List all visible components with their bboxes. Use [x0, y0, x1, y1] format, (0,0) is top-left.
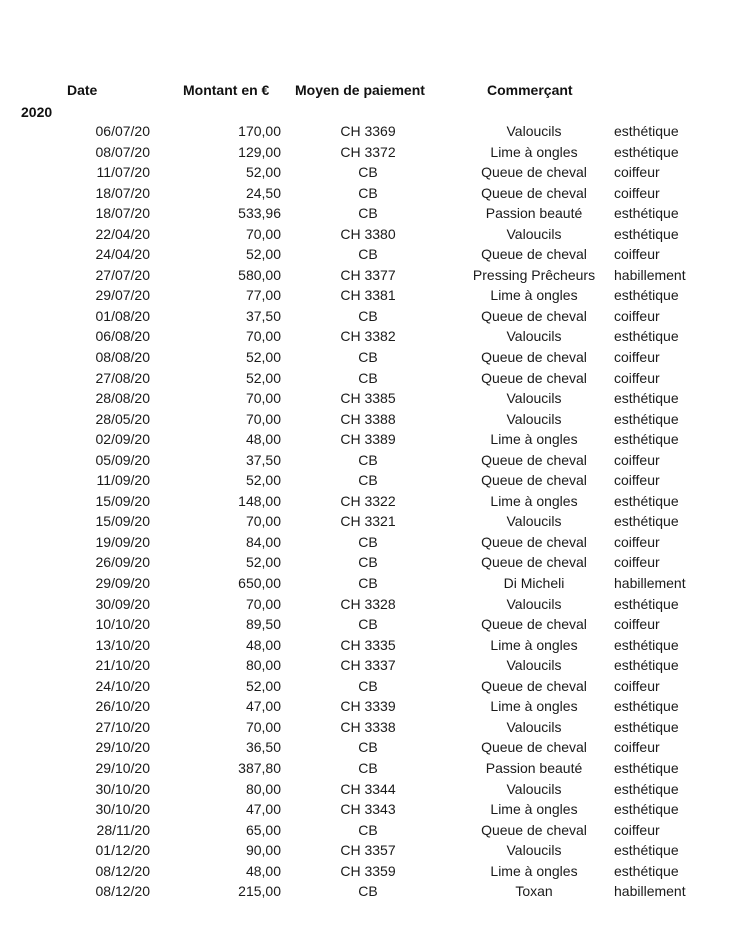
- table-row: [0, 594, 730, 615]
- row-merchant: Valoucils: [506, 657, 562, 674]
- row-payment-method: CH 3389: [340, 431, 396, 448]
- row-payment-method: CH 3382: [340, 328, 396, 345]
- table-row: [0, 737, 730, 758]
- table-row: [0, 450, 730, 471]
- row-date: 29/09/20: [95, 575, 150, 592]
- row-category: coiffeur: [614, 369, 660, 386]
- table-row: [0, 840, 730, 861]
- row-merchant: Lime à ongles: [490, 698, 578, 715]
- row-date: 29/07/20: [95, 287, 150, 304]
- row-merchant: Queue de cheval: [481, 349, 587, 366]
- row-payment-method: CB: [358, 739, 378, 756]
- row-payment-method: CH 3337: [340, 657, 396, 674]
- row-amount: 48,00: [245, 431, 281, 448]
- table-row: [0, 142, 730, 163]
- row-payment-method: CH 3321: [340, 513, 396, 530]
- row-category: esthétique: [614, 657, 679, 674]
- row-payment-method: CH 3338: [340, 718, 396, 735]
- row-date: 01/12/20: [95, 842, 150, 859]
- row-merchant: Valoucils: [506, 513, 562, 530]
- row-merchant: Passion beauté: [485, 759, 583, 776]
- row-category: esthétique: [614, 225, 679, 242]
- row-merchant: Lime à ongles: [490, 143, 578, 160]
- row-payment-method: CH 3339: [340, 698, 396, 715]
- row-payment-method: CB: [358, 677, 378, 694]
- row-date: 27/10/20: [95, 718, 150, 735]
- row-merchant: Toxan: [515, 883, 553, 900]
- row-date: 21/10/20: [95, 657, 150, 674]
- row-payment-method: CB: [358, 307, 378, 324]
- row-payment-method: CH 3344: [340, 780, 396, 797]
- table-row: [0, 861, 730, 882]
- row-payment-method: CB: [358, 616, 378, 633]
- row-category: esthétique: [614, 801, 679, 818]
- row-category: esthétique: [614, 759, 679, 776]
- row-amount: 89,50: [245, 616, 281, 633]
- row-amount: 580,00: [238, 266, 281, 283]
- row-merchant: Valoucils: [506, 410, 562, 427]
- table-row: [0, 121, 730, 142]
- row-category: esthétique: [614, 595, 679, 612]
- row-date: 27/08/20: [95, 369, 150, 386]
- row-date: 18/07/20: [95, 205, 150, 222]
- row-amount: 80,00: [245, 657, 281, 674]
- row-merchant: Passion beauté: [485, 205, 583, 222]
- row-category: coiffeur: [614, 821, 660, 838]
- row-payment-method: CH 3357: [340, 842, 396, 859]
- row-amount: 52,00: [245, 349, 281, 366]
- row-category: coiffeur: [614, 451, 660, 468]
- table-row: [0, 635, 730, 656]
- row-date: 29/10/20: [95, 739, 150, 756]
- table-row: [0, 676, 730, 697]
- row-date: 15/09/20: [95, 492, 150, 509]
- row-payment-method: CH 3343: [340, 801, 396, 818]
- row-merchant: Queue de cheval: [481, 677, 587, 694]
- table-row: [0, 429, 730, 450]
- table-row: [0, 244, 730, 265]
- row-date: 27/07/20: [95, 266, 150, 283]
- table-row: [0, 655, 730, 676]
- row-payment-method: CH 3335: [340, 636, 396, 653]
- row-amount: 52,00: [245, 164, 281, 181]
- table-row: [0, 224, 730, 245]
- row-merchant: Valoucils: [506, 390, 562, 407]
- row-payment-method: CB: [358, 575, 378, 592]
- row-date: 06/08/20: [95, 328, 150, 345]
- row-category: esthétique: [614, 513, 679, 530]
- row-amount: 70,00: [245, 410, 281, 427]
- row-payment-method: CB: [358, 472, 378, 489]
- row-payment-method: CH 3380: [340, 225, 396, 242]
- row-amount: 129,00: [238, 143, 281, 160]
- row-merchant: Queue de cheval: [481, 554, 587, 571]
- row-merchant: Pressing Prêcheurs: [472, 266, 596, 283]
- table-row: [0, 347, 730, 368]
- row-payment-method: CB: [358, 246, 378, 263]
- row-payment-method: CH 3359: [340, 862, 396, 879]
- table-row: [0, 183, 730, 204]
- row-payment-method: CH 3328: [340, 595, 396, 612]
- row-date: 19/09/20: [95, 533, 150, 550]
- row-amount: 52,00: [245, 554, 281, 571]
- row-date: 13/10/20: [95, 636, 150, 653]
- row-category: esthétique: [614, 431, 679, 448]
- row-category: coiffeur: [614, 533, 660, 550]
- table-row: [0, 696, 730, 717]
- table-row: [0, 368, 730, 389]
- row-date: 24/04/20: [95, 246, 150, 263]
- row-amount: 70,00: [245, 328, 281, 345]
- row-merchant: Valoucils: [506, 123, 562, 139]
- row-merchant: Lime à ongles: [490, 492, 578, 509]
- row-merchant: Di Micheli: [503, 575, 565, 592]
- row-amount: 90,00: [245, 842, 281, 859]
- row-category: esthétique: [614, 718, 679, 735]
- row-category: esthétique: [614, 410, 679, 427]
- row-merchant: Queue de cheval: [481, 307, 587, 324]
- row-category: habillement: [614, 575, 686, 592]
- row-payment-method: CB: [358, 369, 378, 386]
- row-date: 18/07/20: [95, 184, 150, 201]
- table-row: [0, 409, 730, 430]
- row-category: esthétique: [614, 862, 679, 879]
- row-payment-method: CB: [358, 759, 378, 776]
- row-category: esthétique: [614, 698, 679, 715]
- table-row: [0, 799, 730, 820]
- table-row: [0, 717, 730, 738]
- row-amount: 77,00: [245, 287, 281, 304]
- row-category: coiffeur: [614, 739, 660, 756]
- row-amount: 148,00: [238, 492, 281, 509]
- row-category: coiffeur: [614, 554, 660, 571]
- row-category: esthétique: [614, 780, 679, 797]
- row-date: 30/09/20: [95, 595, 150, 612]
- row-date: 08/07/20: [95, 143, 150, 160]
- table-row: [0, 388, 730, 409]
- row-amount: 650,00: [238, 575, 281, 592]
- row-date: 24/10/20: [95, 677, 150, 694]
- row-amount: 170,00: [238, 123, 281, 139]
- table-row: [0, 532, 730, 553]
- row-amount: 47,00: [245, 801, 281, 818]
- row-merchant: Valoucils: [506, 595, 562, 612]
- row-merchant: Lime à ongles: [490, 801, 578, 818]
- row-amount: 52,00: [245, 472, 281, 489]
- row-amount: 65,00: [245, 821, 281, 838]
- row-merchant: Lime à ongles: [490, 862, 578, 879]
- row-category: coiffeur: [614, 184, 660, 201]
- row-merchant: Queue de cheval: [481, 164, 587, 181]
- row-category: esthétique: [614, 492, 679, 509]
- table-row: [0, 265, 730, 286]
- row-merchant: Queue de cheval: [481, 821, 587, 838]
- row-payment-method: CB: [358, 451, 378, 468]
- row-amount: 47,00: [245, 698, 281, 715]
- table-row: [0, 470, 730, 491]
- row-amount: 84,00: [245, 533, 281, 550]
- row-merchant: Queue de cheval: [481, 533, 587, 550]
- row-payment-method: CH 3369: [340, 123, 396, 139]
- table-row: [0, 326, 730, 347]
- row-date: 06/07/20: [95, 123, 150, 139]
- row-category: coiffeur: [614, 349, 660, 366]
- row-date: 08/08/20: [95, 349, 150, 366]
- row-amount: 70,00: [245, 225, 281, 242]
- row-merchant: Queue de cheval: [481, 369, 587, 386]
- row-merchant: Queue de cheval: [481, 739, 587, 756]
- header-date: Date: [67, 82, 98, 98]
- row-amount: 52,00: [245, 369, 281, 386]
- row-payment-method: CH 3372: [340, 143, 396, 160]
- header-amount: Montant en €: [183, 82, 270, 98]
- row-amount: 48,00: [245, 636, 281, 653]
- row-merchant: Queue de cheval: [481, 184, 587, 201]
- row-payment-method: CH 3377: [340, 266, 396, 283]
- row-date: 28/05/20: [95, 410, 150, 427]
- row-category: coiffeur: [614, 307, 660, 324]
- row-date: 30/10/20: [95, 801, 150, 818]
- row-merchant: Queue de cheval: [481, 616, 587, 633]
- row-amount: 37,50: [245, 307, 281, 324]
- row-merchant: Valoucils: [506, 718, 562, 735]
- row-date: 22/04/20: [95, 225, 150, 242]
- row-merchant: Valoucils: [506, 842, 562, 859]
- row-date: 01/08/20: [95, 307, 150, 324]
- row-payment-method: CB: [358, 533, 378, 550]
- row-payment-method: CB: [358, 349, 378, 366]
- row-date: 10/10/20: [95, 616, 150, 633]
- table-row: [0, 491, 730, 512]
- row-category: esthétique: [614, 205, 679, 222]
- row-payment-method: CH 3322: [340, 492, 396, 509]
- row-date: 08/12/20: [95, 862, 150, 879]
- row-category: esthétique: [614, 842, 679, 859]
- row-payment-method: CB: [358, 205, 378, 222]
- row-amount: 52,00: [245, 677, 281, 694]
- row-date: 26/09/20: [95, 554, 150, 571]
- row-payment-method: CH 3388: [340, 410, 396, 427]
- table-row: [0, 203, 730, 224]
- row-payment-method: CH 3381: [340, 287, 396, 304]
- row-date: 28/08/20: [95, 390, 150, 407]
- row-amount: 80,00: [245, 780, 281, 797]
- table-row: [0, 552, 730, 573]
- row-category: esthétique: [614, 390, 679, 407]
- row-date: 28/11/20: [96, 821, 150, 838]
- row-merchant: Lime à ongles: [490, 636, 578, 653]
- row-payment-method: CB: [358, 554, 378, 571]
- row-category: esthétique: [614, 636, 679, 653]
- table-row: [0, 306, 730, 327]
- row-category: coiffeur: [614, 246, 660, 263]
- table-header: [0, 82, 730, 102]
- row-amount: 37,50: [245, 451, 281, 468]
- row-date: 26/10/20: [95, 698, 150, 715]
- row-category: habillement: [614, 883, 686, 900]
- row-date: 08/12/20: [95, 883, 150, 900]
- row-amount: 215,00: [238, 883, 281, 900]
- row-category: coiffeur: [614, 164, 660, 181]
- row-amount: 70,00: [245, 513, 281, 530]
- header-merchant: Commerçant: [487, 82, 573, 98]
- row-category: esthétique: [614, 123, 679, 139]
- row-amount: 387,80: [238, 759, 281, 776]
- row-amount: 48,00: [245, 862, 281, 879]
- row-merchant: Valoucils: [506, 780, 562, 797]
- row-amount: 70,00: [245, 595, 281, 612]
- row-category: esthétique: [614, 328, 679, 345]
- row-merchant: Valoucils: [506, 328, 562, 345]
- row-merchant: Queue de cheval: [481, 246, 587, 263]
- row-payment-method: CB: [358, 164, 378, 181]
- row-merchant: Lime à ongles: [490, 431, 578, 448]
- row-merchant: Queue de cheval: [481, 472, 587, 489]
- row-merchant: Queue de cheval: [481, 451, 587, 468]
- row-amount: 52,00: [245, 246, 281, 263]
- row-amount: 533,96: [238, 205, 281, 222]
- table-row: [0, 614, 730, 635]
- table-row: [0, 758, 730, 779]
- row-date: 15/09/20: [95, 513, 150, 530]
- table-row: [0, 511, 730, 532]
- row-category: coiffeur: [614, 677, 660, 694]
- row-date: 05/09/20: [95, 451, 150, 468]
- header-payment-method: Moyen de paiement: [295, 82, 425, 98]
- table-row: [0, 820, 730, 841]
- row-amount: 36,50: [245, 739, 281, 756]
- row-category: esthétique: [614, 143, 679, 160]
- row-category: coiffeur: [614, 616, 660, 633]
- row-amount: 70,00: [245, 718, 281, 735]
- row-merchant: Lime à ongles: [490, 287, 578, 304]
- row-date: 11/07/20: [96, 164, 150, 181]
- row-date: 11/09/20: [96, 472, 150, 489]
- row-payment-method: CB: [358, 821, 378, 838]
- table-row: [0, 573, 730, 594]
- row-merchant: Valoucils: [506, 225, 562, 242]
- year-label: 2020: [21, 104, 53, 120]
- row-category: coiffeur: [614, 472, 660, 489]
- row-date: 29/10/20: [95, 759, 150, 776]
- row-date: 30/10/20: [95, 780, 150, 797]
- row-payment-method: CB: [358, 883, 378, 900]
- table-row: [0, 285, 730, 306]
- row-date: 02/09/20: [95, 431, 150, 448]
- row-payment-method: CH 3385: [340, 390, 396, 407]
- row-category: esthétique: [614, 287, 679, 304]
- row-amount: 24,50: [245, 184, 281, 201]
- row-category: habillement: [614, 266, 686, 283]
- table-row: [0, 162, 730, 183]
- row-payment-method: CB: [358, 184, 378, 201]
- row-amount: 70,00: [245, 390, 281, 407]
- expense-table-body: [0, 121, 730, 902]
- table-row: [0, 881, 730, 902]
- table-row: [0, 779, 730, 800]
